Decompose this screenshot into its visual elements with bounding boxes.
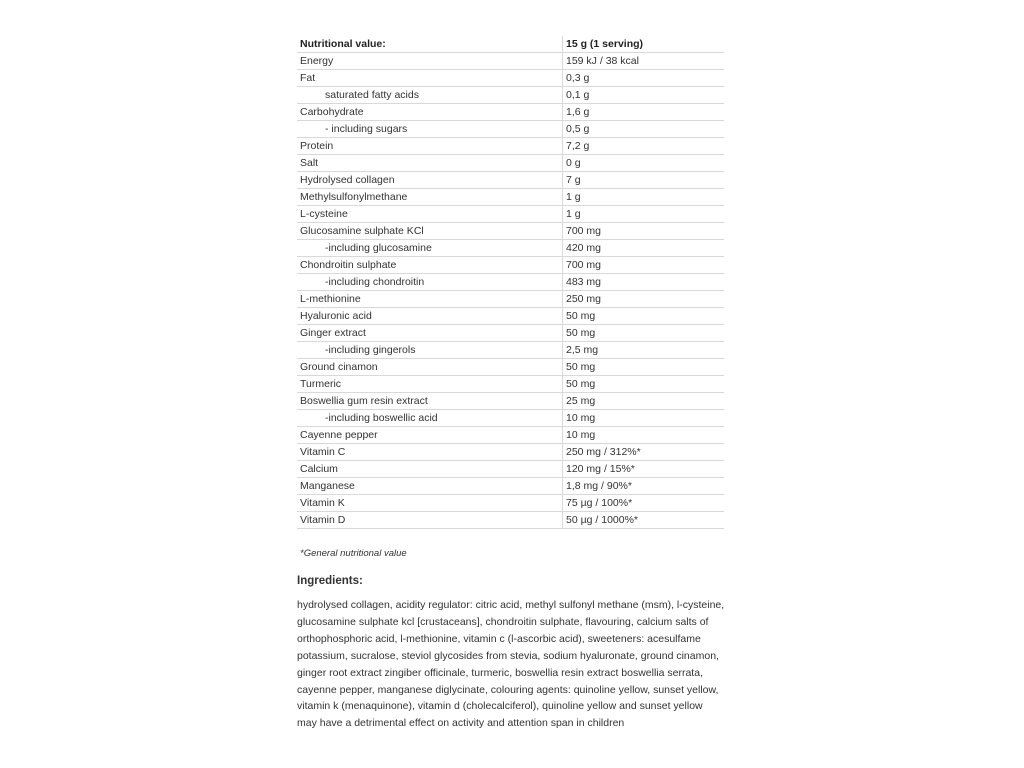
nutrient-name: L-cysteine <box>300 208 348 220</box>
nutrient-value: 700 mg <box>563 223 725 240</box>
nutrition-row <box>297 325 724 342</box>
nutrient-value: 1 g <box>563 189 725 206</box>
nutrition-row <box>297 155 724 172</box>
nutrient-name-cell <box>297 172 563 189</box>
nutrient-name-cell <box>297 206 563 223</box>
nutrient-name-cell <box>297 274 563 291</box>
nutrition-table-body <box>297 36 724 529</box>
nutrient-name: Fat <box>300 72 316 84</box>
nutrient-value: 50 mg <box>563 376 725 393</box>
nutrient-value: 250 mg <box>563 291 725 308</box>
nutrient-value: 483 mg <box>563 274 725 291</box>
nutrient-name-cell <box>297 104 563 121</box>
nutrient-name-cell <box>297 87 563 104</box>
nutrient-name-cell <box>297 478 563 495</box>
nutrition-row <box>297 53 724 70</box>
nutrient-name: Vitamin C <box>300 446 346 458</box>
nutrient-value: 50 mg <box>563 308 725 325</box>
nutrient-value: 250 mg / 312%* <box>563 444 725 461</box>
nutrition-row <box>297 206 724 223</box>
nutrient-name: -including glucosamine <box>325 242 432 254</box>
nutrient-value: 1 g <box>563 206 725 223</box>
nutrient-value: 50 µg / 1000%* <box>563 512 725 529</box>
nutrient-name-cell <box>297 359 563 376</box>
nutrient-name: - including sugars <box>325 123 408 135</box>
nutrient-name-cell <box>297 376 563 393</box>
nutrient-name: Boswellia gum resin extract <box>300 395 428 407</box>
nutrient-name-cell <box>297 257 563 274</box>
nutrient-value: 75 µg / 100%* <box>563 495 725 512</box>
nutrient-value: 2,5 mg <box>563 342 725 359</box>
nutrient-value: 159 kJ / 38 kcal <box>563 53 725 70</box>
nutrient-name: Chondroitin sulphate <box>300 259 397 271</box>
nutrition-row <box>297 189 724 206</box>
nutrient-name-cell <box>297 342 563 359</box>
nutrition-row <box>297 257 724 274</box>
nutrient-name: Turmeric <box>300 378 342 390</box>
nutrient-value: 0,5 g <box>563 121 725 138</box>
nutrient-value: 50 mg <box>563 359 725 376</box>
nutrient-name-cell <box>297 121 563 138</box>
nutrient-name: Vitamin D <box>300 514 346 526</box>
nutrient-name-cell <box>297 512 563 529</box>
nutrient-name-cell <box>297 495 563 512</box>
nutrition-row <box>297 70 724 87</box>
nutrient-name: L-methionine <box>300 293 361 305</box>
nutrient-value: 1,8 mg / 90%* <box>563 478 725 495</box>
nutrition-header-serving: 15 g (1 serving) <box>563 36 725 53</box>
nutrition-row <box>297 478 724 495</box>
nutrition-row <box>297 512 724 529</box>
nutrient-value: 1,6 g <box>563 104 725 121</box>
nutrient-name-cell <box>297 427 563 444</box>
nutrient-value: 700 mg <box>563 257 725 274</box>
nutrition-row <box>297 291 724 308</box>
nutrition-row <box>297 427 724 444</box>
nutrient-name-cell <box>297 410 563 427</box>
ingredients-text: hydrolysed collagen, acidity regulator: citric acid, methyl sulfonyl methane (msm), l-cysteine, glucosamine sulphate kcl [crustaceans], chondroitin sulphate, flavouring, calcium salts of orthophosphoric acid, l-methionine, vitamin c (l-ascorbic acid), sweeteners: acesulfame potassium, sucralose, steviol glycosides from stevia, sodium hyaluronate, ground cinamon, ginger root extract zingiber officinale, turmeric, boswellia resin extract boswellia serrata, cayenne pepper, manganese diglycinate, colouring agents: quinoline yellow, sunset yellow, vitamin k (menaquinone), vitamin d (cholecalciferol), quinoline yellow and sunset yellow may have a detrimental effect on activity and attention span in children <box>297 599 725 730</box>
nutrition-row <box>297 223 724 240</box>
nutrient-name: Manganese <box>300 480 355 492</box>
nutrient-name-cell <box>297 53 563 70</box>
ingredients-title: Ingredients: <box>297 575 363 587</box>
nutrient-name-cell <box>297 240 563 257</box>
nutrient-name-cell <box>297 461 563 478</box>
nutrient-name: Salt <box>300 157 319 169</box>
nutrient-name: Ground cinamon <box>300 361 378 373</box>
nutrition-row <box>297 104 724 121</box>
nutrient-name: Cayenne pepper <box>300 429 378 441</box>
nutrient-name: -including boswellic acid <box>325 412 438 424</box>
nutrient-value: 0,3 g <box>563 70 725 87</box>
nutrient-name: -including chondroitin <box>325 276 425 288</box>
nutrient-name: Hyaluronic acid <box>300 310 372 322</box>
nutrition-header-row <box>297 36 724 53</box>
nutrient-name: Carbohydrate <box>300 106 364 118</box>
nutrient-name-cell <box>297 291 563 308</box>
nutrient-name-cell <box>297 70 563 87</box>
nutrient-name-cell <box>297 189 563 206</box>
nutrient-value: 10 mg <box>563 410 725 427</box>
nutrition-row <box>297 87 724 104</box>
nutrient-value: 120 mg / 15%* <box>563 461 725 478</box>
nutrition-row <box>297 240 724 257</box>
nutrient-value: 7 g <box>563 172 725 189</box>
nutrient-name: Calcium <box>300 463 338 475</box>
nutrition-row <box>297 308 724 325</box>
nutrient-name: saturated fatty acids <box>325 89 419 101</box>
nutrition-row <box>297 495 724 512</box>
nutrition-row <box>297 410 724 427</box>
nutrition-row <box>297 274 724 291</box>
nutrition-row <box>297 376 724 393</box>
nutrient-name: Methylsulfonylmethane <box>300 191 408 203</box>
nutrition-table <box>297 36 724 529</box>
nutrition-row <box>297 393 724 410</box>
nutrient-name-cell <box>297 325 563 342</box>
nutrient-value: 7,2 g <box>563 138 725 155</box>
nutrition-footnote: *General nutritional value <box>300 548 407 559</box>
nutrient-name-cell <box>297 155 563 172</box>
nutrient-name: Glucosamine sulphate KCl <box>300 225 424 237</box>
nutrient-name: Vitamin K <box>300 497 345 509</box>
nutrition-row <box>297 359 724 376</box>
nutrient-name: -including gingerols <box>325 344 416 356</box>
nutrition-row <box>297 138 724 155</box>
nutrition-row <box>297 121 724 138</box>
nutrient-name-cell <box>297 138 563 155</box>
nutrition-row <box>297 461 724 478</box>
nutrition-row <box>297 172 724 189</box>
nutrient-value: 50 mg <box>563 325 725 342</box>
nutrition-row <box>297 444 724 461</box>
nutrient-name: Protein <box>300 140 334 152</box>
product-info <box>297 36 727 732</box>
nutrient-value: 0 g <box>563 155 725 172</box>
nutrient-name: Energy <box>300 55 334 67</box>
nutrient-name-cell <box>297 223 563 240</box>
nutrient-name-cell <box>297 393 563 410</box>
nutrient-name: Ginger extract <box>300 327 366 339</box>
nutrient-value: 25 mg <box>563 393 725 410</box>
nutrient-value: 420 mg <box>563 240 725 257</box>
nutrient-value: 10 mg <box>563 427 725 444</box>
nutrient-name-cell <box>297 308 563 325</box>
nutrient-name-cell <box>297 444 563 461</box>
nutrient-name: Hydrolysed collagen <box>300 174 395 186</box>
nutrition-header-label: Nutritional value: <box>297 36 563 53</box>
nutrient-value: 0,1 g <box>563 87 725 104</box>
nutrition-row <box>297 342 724 359</box>
